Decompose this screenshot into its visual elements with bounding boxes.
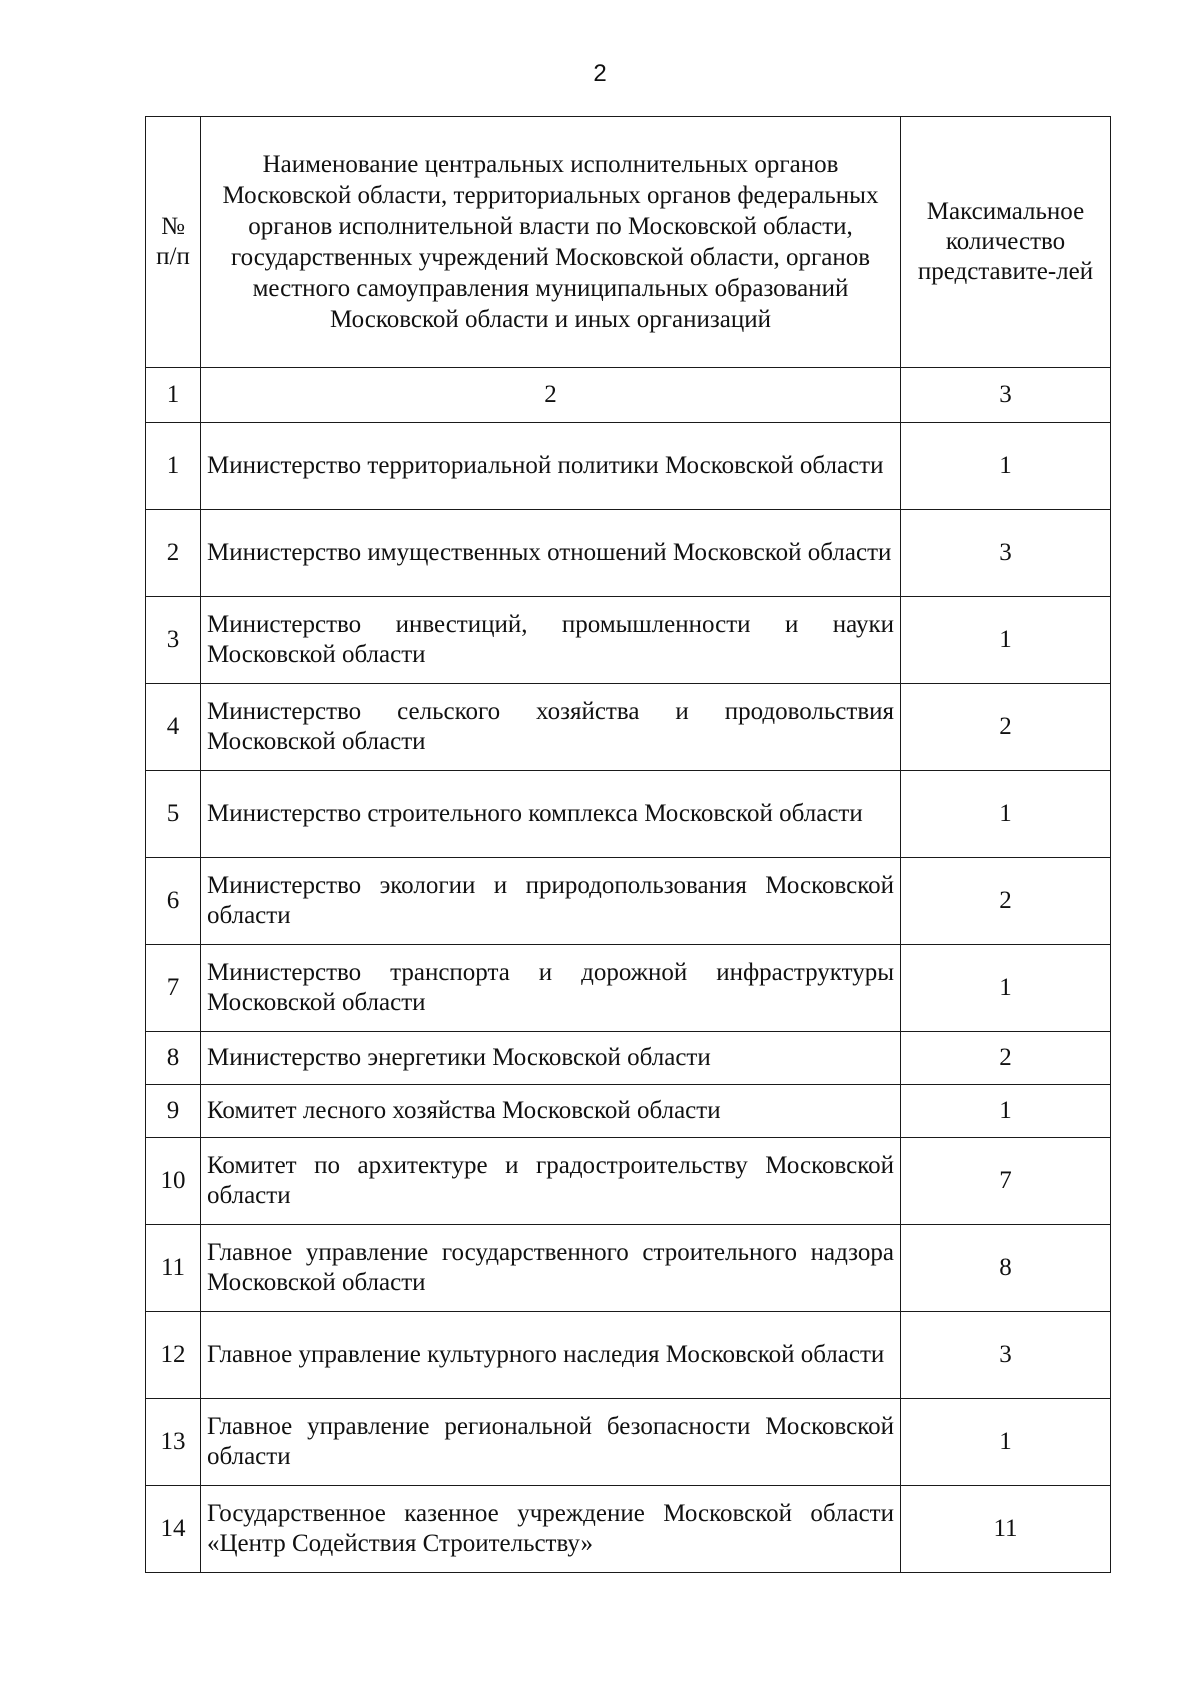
row-organization-name: Комитет по архитектуре и градостроительству Московской области	[201, 1138, 901, 1225]
row-max-representatives: 1	[901, 771, 1111, 858]
row-organization-name: Министерство имущественных отношений Московской области	[201, 510, 901, 597]
table-row	[146, 510, 1111, 597]
table-row	[146, 1085, 1111, 1138]
row-organization-name: Министерство строительного комплекса Московской области	[201, 771, 901, 858]
table-row	[146, 597, 1111, 684]
row-max-representatives: 1	[901, 1085, 1111, 1138]
row-organization-name: Министерство сельского хозяйства и продовольствия Московской области	[201, 684, 901, 771]
row-organization-name: Государственное казенное учреждение Московской области «Центр Содействия Строительству»	[201, 1486, 901, 1573]
row-number: 6	[146, 858, 201, 945]
row-max-representatives: 8	[901, 1225, 1111, 1312]
row-max-representatives: 2	[901, 684, 1111, 771]
header-max: Максимальное количество представите-лей	[901, 117, 1111, 368]
table-row	[146, 771, 1111, 858]
row-organization-name: Министерство инвестиций, промышленности и науки Московской области	[201, 597, 901, 684]
row-max-representatives: 7	[901, 1138, 1111, 1225]
row-number: 7	[146, 945, 201, 1032]
row-number: 5	[146, 771, 201, 858]
representatives-table	[145, 116, 1111, 1573]
row-max-representatives: 1	[901, 945, 1111, 1032]
row-number: 1	[146, 423, 201, 510]
row-max-representatives: 3	[901, 1312, 1111, 1399]
row-organization-name: Министерство экологии и природопользования Московской области	[201, 858, 901, 945]
row-max-representatives: 2	[901, 1032, 1111, 1085]
header-num: № п/п	[146, 117, 201, 368]
row-max-representatives: 1	[901, 1399, 1111, 1486]
table-row	[146, 1399, 1111, 1486]
row-max-representatives: 2	[901, 858, 1111, 945]
row-max-representatives: 3	[901, 510, 1111, 597]
table-row	[146, 1225, 1111, 1312]
row-max-representatives: 1	[901, 597, 1111, 684]
column-index-3: 3	[901, 368, 1111, 423]
table-row	[146, 423, 1111, 510]
row-number: 12	[146, 1312, 201, 1399]
row-organization-name: Министерство транспорта и дорожной инфраструктуры Московской области	[201, 945, 901, 1032]
table-row	[146, 945, 1111, 1032]
row-number: 13	[146, 1399, 201, 1486]
row-number: 4	[146, 684, 201, 771]
table-header-row	[146, 117, 1111, 368]
column-index-2: 2	[201, 368, 901, 423]
row-organization-name: Главное управление государственного строительного надзора Московской области	[201, 1225, 901, 1312]
table-body	[146, 423, 1111, 1573]
table-row	[146, 1032, 1111, 1085]
table-row	[146, 1312, 1111, 1399]
row-number: 9	[146, 1085, 201, 1138]
row-number: 8	[146, 1032, 201, 1085]
row-organization-name: Главное управление региональной безопасности Московской области	[201, 1399, 901, 1486]
row-organization-name: Главное управление культурного наследия Московской области	[201, 1312, 901, 1399]
row-organization-name: Министерство энергетики Московской области	[201, 1032, 901, 1085]
page-number: 2	[593, 60, 607, 87]
table-row	[146, 1138, 1111, 1225]
table-row	[146, 1486, 1111, 1573]
row-max-representatives: 1	[901, 423, 1111, 510]
table-row	[146, 858, 1111, 945]
row-number: 2	[146, 510, 201, 597]
row-number: 11	[146, 1225, 201, 1312]
header-name: Наименование центральных исполнительных органов Московской области, территориальных органов федеральных органов исполнительной власти по Московской области, государственных учреждений Московской области, органов местного самоуправления муниципальных образований Московской области и иных организаций	[201, 117, 901, 368]
row-number: 3	[146, 597, 201, 684]
table-row	[146, 684, 1111, 771]
row-number: 10	[146, 1138, 201, 1225]
row-max-representatives: 11	[901, 1486, 1111, 1573]
row-organization-name: Министерство территориальной политики Московской области	[201, 423, 901, 510]
column-index-row	[146, 368, 1111, 423]
column-index-1: 1	[146, 368, 201, 423]
row-number: 14	[146, 1486, 201, 1573]
row-organization-name: Комитет лесного хозяйства Московской области	[201, 1085, 901, 1138]
